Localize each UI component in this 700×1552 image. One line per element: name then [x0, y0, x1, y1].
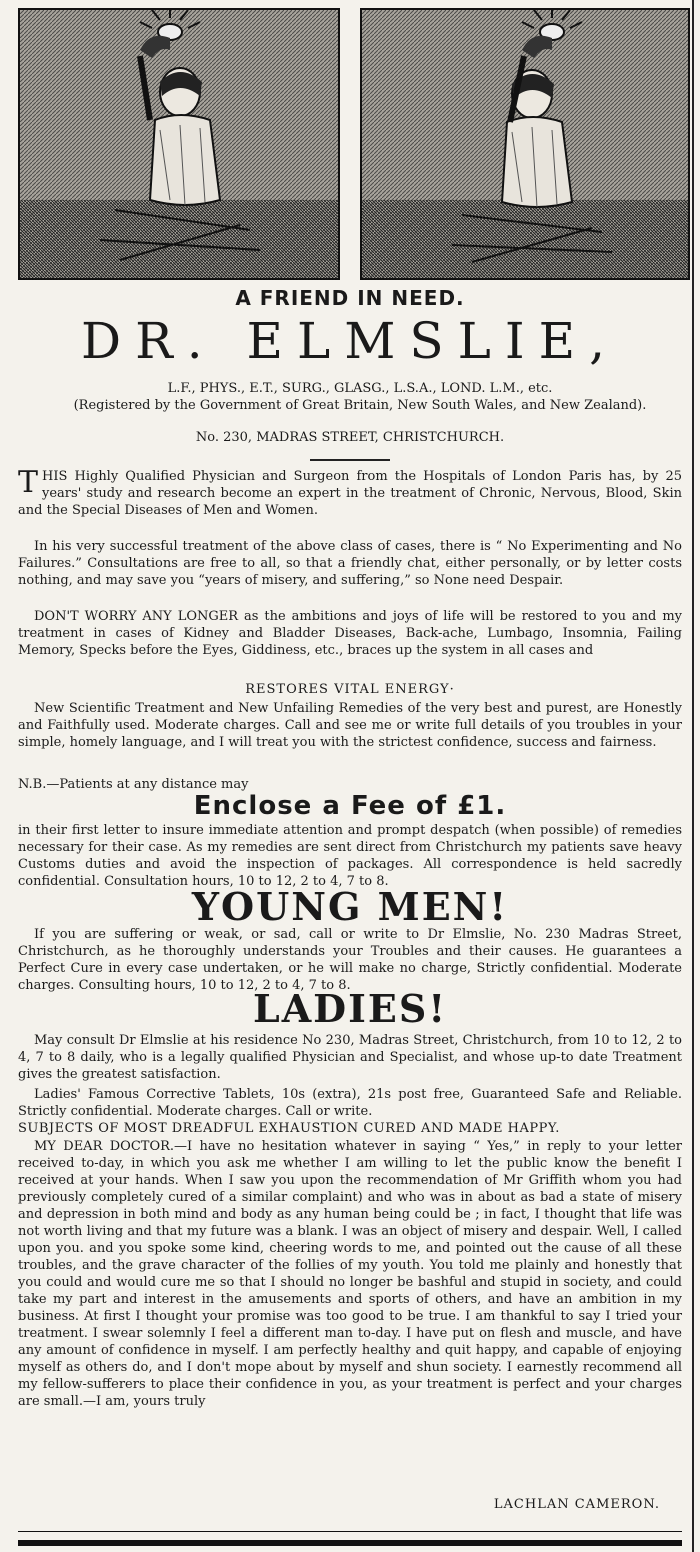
testimonial-letter: MY DEAR DOCTOR.—I have no hesitation whatever in saying “ Yes,” in reply to your letter received to-day, in which you ask me whether I am willing to let the public know the benefit I received at your hands. When I saw you upon the recommendation of Mr Griffith whom you had previously completely cured of a similar complaint) and who was in about as bad a state of misery and depression in both mind and body as any human being could be ; in fact, I thought that life was not worth living and that my future was a blank. I was an object of misery and despair. Well, I called upon you. and you spoke some kind, cheering words to me, and pointed out the cause of all these troubles, and the grave character of the follies of my youth. You told me plainly and honestly that you could and would cure me so that I should no longer be bashful and stupid in society, and could take my part and interest in the amusements and sports of others, and have an ambition in my business. At first I thought your promise was too good to be true. I am thankful to say I tried your treatment. I swear solemnly I feel a different man to-day. I have put on flesh and muscle, and have any amount of confidence in myself. I am perfectly healthy and quit happy, and capable of enjoying myself as others do, and I don't mope about by myself and shun society. I earnestly recommend all my fellow-sufferers to place their confidence in you, as your treatment is perfect and your charges are small.—I am, yours truly	[18, 1139, 682, 1409]
woman-figure-illustration	[362, 10, 688, 278]
intro-section	[18, 465, 682, 519]
illustration-left	[18, 8, 340, 280]
doctor-name: DR. ELMSLIE,	[80, 312, 620, 370]
bottom-rule-thin	[18, 1531, 682, 1532]
divider	[310, 459, 390, 461]
tagline: A FRIEND IN NEED.	[235, 286, 465, 310]
woman-figure-illustration	[20, 10, 338, 278]
ladies-paragraph-1: May consult Dr Elmslie at his residence No 230, Madras Street, Christchurch, from 10 to 12, 2 to 4, 7 to 8 daily, who is a legally qualified Physician and Specialist, and whose up-to date Treatment gives the greatest satisfaction.	[18, 1033, 682, 1082]
fee-paragraph: in their first letter to insure immediate attention and prompt despatch (when possible) of remedies necessary for their case. As my remedies are sent direct from Christchurch my patients save heavy Customs duties and avoid the inspection of packages. All correspondence is held sacredly confidential. Consultation hours, 10 to 12, 2 to 4, 7 to 8.	[18, 823, 682, 889]
credentials-block	[40, 380, 680, 414]
fee-note: N.B.—Patients at any distance may	[18, 777, 249, 792]
credentials: L.F., PHYS., E.T., SURG., GLASG., L.S.A., LOND. L.M., etc.	[167, 381, 553, 396]
intro-paragraph-2: In his very successful treatment of the above class of cases, there is “ No Experimenting and No Failures.” Consultations are free to all, so that a friendly chat, either personally, or by letter costs nothing, and may save you “years of misery, and suffering,” so None need Despair.	[18, 539, 682, 588]
intro-paragraph-3: DON'T WORRY ANY LONGER as the ambitions and joys of life will be restored to you and my treatment in cases of Kidney and Bladder Diseases, Back-ache, Lumbago, Insomnia, Failing Memory, Specks before the Eyes, Giddiness, etc., braces up the system in all cases and	[18, 609, 682, 658]
illustration-right	[360, 8, 690, 280]
address: No. 230, MADRAS STREET, CHRISTCHURCH.	[195, 430, 505, 445]
young-men-paragraph: If you are suffering or weak, or sad, call or write to Dr Elmslie, No. 230 Madras Street, Christchurch, as he thoroughly understands your Troubles and their causes. He guarantees a Perfect Cure in every case undertaken, or he will make no charge, Strictly confidential. Moderate charges. Consulting hours, 10 to 12, 2 to 4, 7 to 8.	[18, 927, 682, 993]
column-rule	[692, 0, 694, 1552]
ladies-paragraph-2: Ladies' Famous Corrective Tablets, 10s (extra), 21s post free, Guaranteed Safe and Reliable. Strictly confidential. Moderate charges. Call or write.	[18, 1087, 682, 1119]
signature: LACHLAN CAMERON.	[493, 1497, 660, 1512]
young-men-heading: YOUNG MEN!	[191, 884, 509, 929]
bottom-rule	[18, 1540, 682, 1546]
intro-paragraph-1: HIS Highly Qualified Physician and Surgeon from the Hospitals of London Paris has, by 25 years' study and research become an expert in the treatment of Chronic, Nervous, Blood, Skin and the Special Diseases of Men and Women.	[18, 469, 682, 518]
vital-paragraph: New Scientific Treatment and New Unfailing Remedies of the very best and purest, are Honestly and Faithfully used. Moderate charges. Call and see me or write full details of you troubles in your simple, homely language, and I will treat you with the strictest confidence, success and fairness.	[18, 701, 682, 750]
ladies-heading: LADIES!	[252, 986, 448, 1031]
drop-cap: T	[18, 465, 39, 500]
ladies-paragraph-3: SUBJECTS OF MOST DREADFUL EXHAUSTION CURED AND MADE HAPPY.	[18, 1121, 560, 1136]
vital-heading: RESTORES VITAL ENERGY·	[245, 682, 455, 697]
registration: (Registered by the Government of Great Britain, New South Wales, and New Zealand).	[73, 398, 647, 413]
fee-heading: Enclose a Fee of £1.	[193, 791, 507, 821]
